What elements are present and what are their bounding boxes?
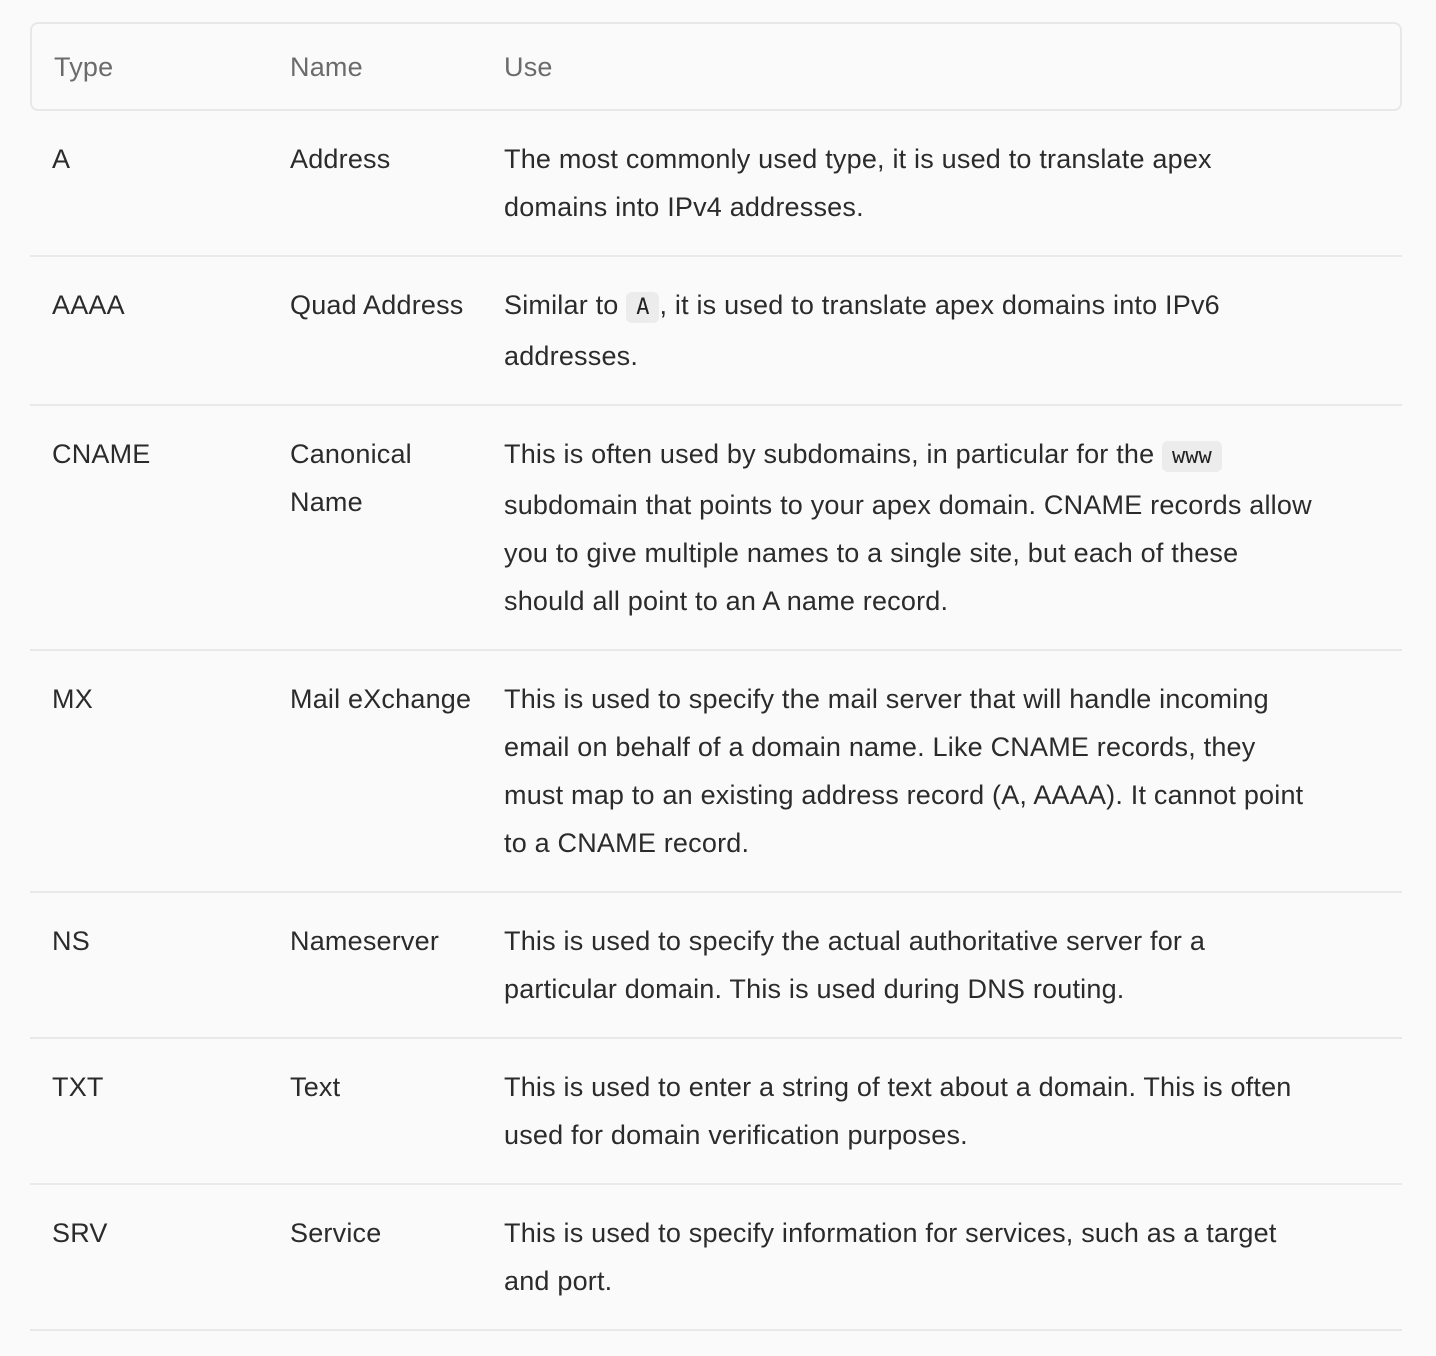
cell-name: Canonical Name: [268, 406, 482, 651]
table-row: [30, 257, 1402, 406]
cell-type: MX: [30, 651, 268, 893]
cell-type: AAAA: [30, 257, 268, 406]
dns-record-types-table: [30, 22, 1402, 1331]
cell-use: [482, 1039, 1402, 1185]
cell-type: A: [30, 111, 268, 257]
table-row: [30, 651, 1402, 893]
cell-name: Quad Address: [268, 257, 482, 406]
header-use: Use: [482, 22, 1402, 111]
use-text-continued: subdomain that points to your apex domain. CNAME records allow you to give multiple names to a single site, but each of these should all point to an A name record.: [504, 490, 1312, 616]
use-text: This is used to specify information for services, such as a target and port.: [504, 1218, 1277, 1296]
table-row: [30, 406, 1402, 651]
use-text: Similar to: [504, 290, 627, 320]
cell-name: Text: [268, 1039, 482, 1185]
dns-record-types-table-container: [30, 22, 1402, 1331]
table-header: [30, 22, 1402, 111]
cell-name: Mail eXchange: [268, 651, 482, 893]
use-text: This is often used by subdomains, in particular for the: [504, 439, 1163, 469]
cell-use: [482, 111, 1402, 257]
cell-name: Nameserver: [268, 893, 482, 1039]
table-row: [30, 111, 1402, 257]
cell-name: Service: [268, 1185, 482, 1331]
cell-use: [482, 257, 1402, 406]
table-row: [30, 893, 1402, 1039]
table-row: [30, 1185, 1402, 1331]
cell-use: [482, 406, 1402, 651]
use-text: The most commonly used type, it is used to translate apex domains into IPv4 addresses.: [504, 144, 1212, 222]
cell-type: CNAME: [30, 406, 268, 651]
use-text: This is used to enter a string of text about a domain. This is often used for domain verification purposes.: [504, 1072, 1292, 1150]
header-row: [30, 22, 1402, 111]
header-type: Type: [30, 22, 268, 111]
cell-type: NS: [30, 893, 268, 1039]
use-text: This is used to specify the actual authoritative server for a particular domain. This is used during DNS routing.: [504, 926, 1206, 1004]
use-text: This is used to specify the mail server that will handle incoming email on behalf of a domain name. Like CNAME records, they must map to an existing address record (A, AAAA). It cannot point to a CNAME record.: [504, 684, 1304, 858]
inline-code: www: [1162, 441, 1222, 472]
cell-use: [482, 893, 1402, 1039]
cell-use: [482, 1185, 1402, 1331]
cell-type: SRV: [30, 1185, 268, 1331]
table-body: [30, 111, 1402, 1331]
header-name: Name: [268, 22, 482, 111]
cell-use: [482, 651, 1402, 893]
use-text-continued: , it is used to translate apex domains into IPv6 addresses.: [504, 290, 1220, 371]
cell-type: TXT: [30, 1039, 268, 1185]
inline-code: A: [626, 292, 659, 323]
cell-name: Address: [268, 111, 482, 257]
table-row: [30, 1039, 1402, 1185]
